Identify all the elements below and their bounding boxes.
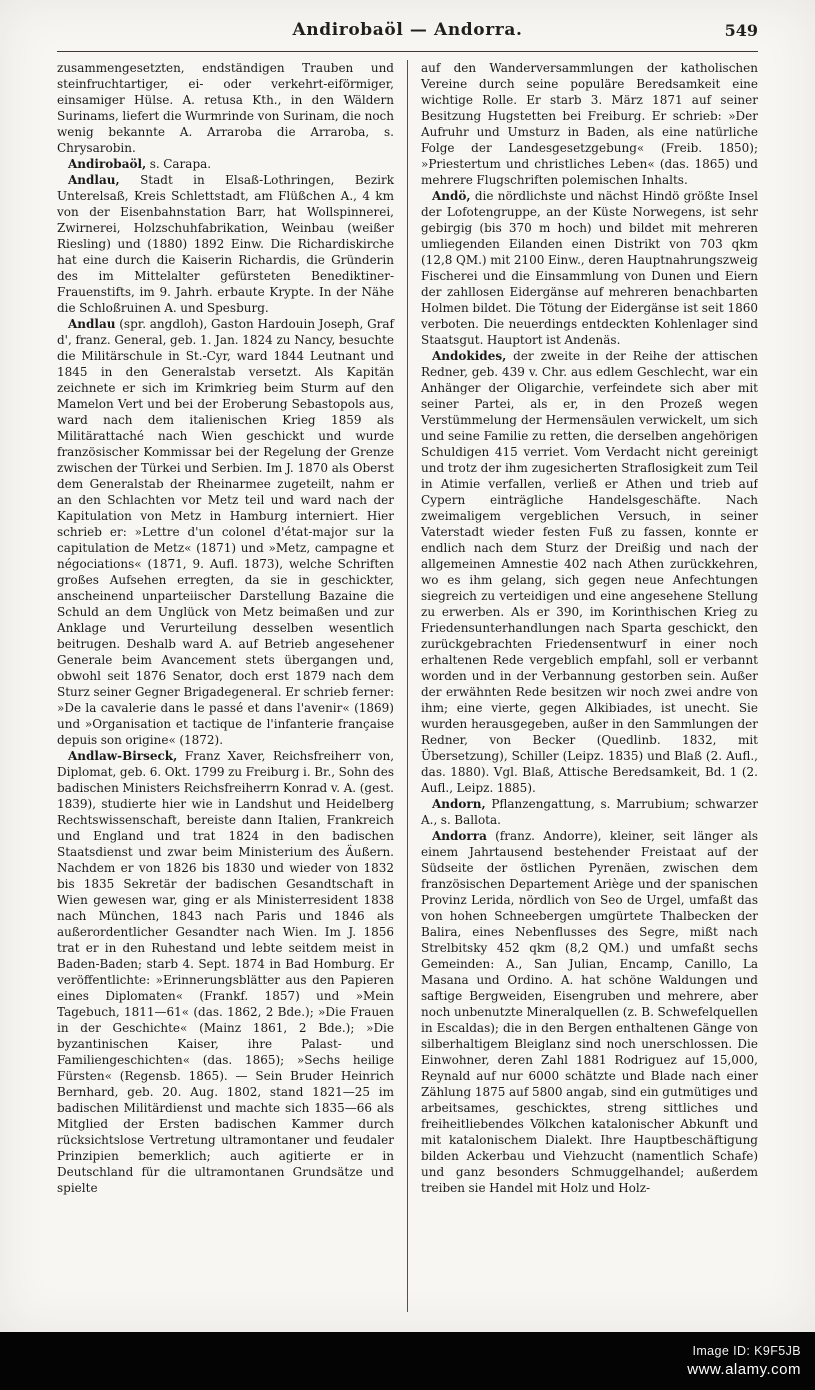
column-right: [407, 60, 758, 1312]
entry-headword: Andirobaöl,: [68, 157, 147, 171]
entry-text: auf den Wanderversammlungen der katholischen Vereine durch seine populäre Beredsamkeit eine wichtige Rolle. Er starb 3. März 1871 auf seiner Besitzung Hugstetten bei Freiburg. Er schrieb: »Der Aufruhr und Umsturz in Baden, als eine natürliche Folge der Landesgesetzgebung« (Freib. 1850); »Priestertum und christliches Leben« (das. 1865) und mehrere Flugschriften polemischen Inhalts.: [421, 61, 758, 187]
entry-headword: Andlaw-Birseck,: [68, 749, 178, 763]
page-title: Andirobaöl — Andorra.: [292, 20, 523, 40]
entry-headword: Andö,: [432, 189, 471, 203]
entry-paragraph: [421, 796, 758, 828]
entry-headword: Andorn,: [432, 797, 486, 811]
entry-text: die nördlichste und nächst Hindö größte Insel der Lofotengruppe, an der Küste Norwegens, ist sehr gebirgig (bis 370 m hoch) und bildet mit mehreren umliegenden Eilanden einen Distrikt von 703 qkm (12,8 QM.) mit 2100 Einw., deren Hauptnahrungszweig Fischerei und die Einsammlung von Dunen und Eiern der zahllosen Eidergänse auf mehreren benachbarten Holmen bildet. Die Tötung der Eidergänse ist seit 1860 verboten. Die neuerdings entdeckten Kohlenlager sind Staatsgut. Hauptort ist Andenäs.: [421, 189, 758, 347]
entry-paragraph: [421, 188, 758, 348]
running-head: [57, 20, 758, 46]
entry-headword: Andokides,: [432, 349, 507, 363]
entry-paragraph: [421, 348, 758, 796]
entry-paragraph: [57, 316, 394, 748]
entry-text: s. Carapa.: [149, 157, 212, 171]
text-columns: [57, 60, 758, 1312]
entry-text: (franz. Andorre), kleiner, seit länger als einem Jahrtausend bestehender Freistaat auf der Südseite der östlichen Pyrenäen, zwischen dem französischen Departement Ariège und der spanischen Provinz Lerida, nördlich von Seo de Urgel, umfaßt das von hohen Schneebergen umgürtete Thalbecken der Balira, eines Nebenflusses des Segre, mißt nach Strelbitsky 452 qkm (8,2 QM.) und umfaßt sechs Gemeinden: A., San Julian, Encamp, Canillo, La Masana und Ordino. A. hat schöne Waldungen und saftige Bergweiden, Eisengruben und mehrere, aber noch unbenutzte Mineralquellen (z. B. Schwefelquellen in Escaldas); die in den Bergen enthaltenen Gänge von silberhaltigem Bleiglanz sind noch unerschlossen. Die Einwohner, deren Zahl 1881 Rodriguez auf 15,000, Reynald auf nur 6000 schätzte und Blade nach einer Zählung 1875 auf 5800 angab, sind ein gutmütiges und arbeitsames, geschicktes, streng sittliches und freiheitliebendes Völkchen katalonischer Abkunft und mit katalonischem Dialekt. Ihre Hauptbeschäftigung bilden Ackerbau und Viehzucht (namentlich Schafe) und ganz besonders Schmuggelhandel; außerdem treiben sie Handel mit Holz und Holz-: [421, 829, 758, 1195]
page-number: 549: [724, 21, 758, 40]
entry-text: zusammengesetzten, endständigen Trauben und steinfruchtartiger, ei- oder verkehrt-eiförmiger, einsamiger Hülse. A. retusa Kth., in den Wäldern Surinams, liefert die Wurmrinde von Surinam, die noch wenig bekannte A. Arraroba die Arraroba, s. Chrysarobin.: [57, 61, 394, 155]
entry-paragraph: [57, 748, 394, 1196]
header-rule: [57, 51, 758, 52]
column-left: [57, 60, 407, 1312]
entry-paragraph: [57, 60, 394, 156]
entry-text: Stadt in Elsaß-Lothringen, Bezirk Unterelsaß, Kreis Schlettstadt, am Flüßchen A., 4 km von der Eisenbahnstation Barr, hat Wollspinnerei, Zwirnerei, Holzschuhfabrikation, Weinbau (weißer Riesling) und (1880) 1892 Einw. Die Richardiskirche hat eine durch die Kaiserin Richardis, die Gründerin des im Mittelalter gefürsteten Benediktiner-Frauenstifts, im 9. Jahrh. erbaute Krypte. In der Nähe die Schloßruinen A. und Spesburg.: [57, 173, 394, 315]
image-id-text: Image ID: K9F5JB: [692, 1344, 801, 1358]
entry-headword: Andorra: [432, 829, 487, 843]
entry-paragraph: [421, 828, 758, 1196]
entry-headword: Andlau: [68, 317, 116, 331]
entry-paragraph: [421, 60, 758, 188]
watermark-bar: [0, 1332, 815, 1390]
entry-paragraph: [57, 156, 394, 172]
entry-headword: Andlau,: [68, 173, 120, 187]
entry-paragraph: [57, 172, 394, 316]
entry-text: Pflanzengattung, s. Marrubium; schwarzer A., s. Ballota.: [421, 797, 758, 827]
entry-text: der zweite in der Reihe der attischen Redner, geb. 439 v. Chr. aus edlem Geschlecht, war ein Anhänger der Oligarchie, verfeindete sich aber mit seiner Partei, als er, in den Prozeß wegen Verstümmelung der Hermensäulen verwickelt, um sich und seine Familie zu retten, die derselben angehörigen Schuldigen 415 verriet. Vom Verdacht nicht gereinigt und trotz der ihm zugesicherten Straflosigkeit zum Teil in Atimie verfallen, verließ er Athen und trieb auf Cypern einträgliche Handelsgeschäfte. Nach zweimaligem vergeblichen Versuch, in seiner Vaterstadt wieder festen Fuß zu fassen, konnte er endlich nach dem Sturz der Dreißig und nach der allgemeinen Amnestie 402 nach Athen zurückkehren, wo es ihm gelang, sich gegen neue Anfechtungen siegreich zu verteidigen und eine angesehene Stellung zu erwerben. Als er 390, im Korinthischen Krieg zu Friedensunterhandlungen nach Sparta geschickt, den zurückgebrachten Friedensentwurf in einer noch erhaltenen Rede vergeblich empfahl, soll er verbannt worden und in der Verbannung gestorben sein. Außer der erwähnten Rede besitzen wir noch zwei andre von ihm; eine vierte, gegen Alkibiades, ist unecht. Sie wurden herausgegeben, außer in den Sammlungen der Redner, von Becker (Quedlinb. 1832, mit Übersetzung), Schiller (Leipz. 1835) und Blaß (2. Aufl., das. 1880). Vgl. Blaß, Attische Beredsamkeit, Bd. 1 (2. Aufl., Leipz. 1885).: [421, 349, 758, 795]
alamy-url-text: www.alamy.com: [687, 1361, 801, 1378]
entry-text: (spr. angdloh), Gaston Hardouin Joseph, Graf d', franz. General, geb. 1. Jan. 1824 zu Nancy, besuchte die Militärschule in St.-Cyr, ward 1844 Leutnant und 1845 in den Generalstab versetzt. Als Kapitän zeichnete er sich im Krimkrieg beim Sturm auf den Mamelon Vert und bei der Eroberung Sebastopols aus, ward nach dem italienischen Krieg 1859 als Militärattaché nach Wien geschickt und wurde französischer Kommissar bei der Regelung der Grenze zwischen der Türkei und Serbien. Im J. 1870 als Oberst dem Generalstab der Rheinarmee zugeteilt, nahm er an den Schlachten vor Metz teil und ward nach der Kapitulation von Metz in Hamburg interniert. Hier schrieb er: »Lettre d'un colonel d'état-major sur la capitulation de Metz« (1871) und »Metz, campagne et négociations« (1871, 9. Aufl. 1873), welche Schriften großes Aufsehen erregten, da sie in geschickter, anscheinend unparteiischer Darstellung Bazaine die Schuld an dem Unglück von Metz beimaßen und zur Anklage und Verurteilung desselben wesentlich beitrugen. Deshalb ward A. auf Betrieb angesehener Generale beim Avancement stets übergangen und, obwohl seit 1876 Senator, doch erst 1879 nach dem Sturz seiner Gegner Brigadegeneral. Er schrieb ferner: »De la cavalerie dans le passé et dans l'avenir« (1869) und »Organisation et tactique de l'infanterie française depuis son origine« (1872).: [57, 317, 395, 747]
entry-text: Franz Xaver, Reichsfreiherr von, Diplomat, geb. 6. Okt. 1799 zu Freiburg i. Br., Sohn des badischen Ministers Reichsfreiherrn Konrad v. A. (gest. 1839), studierte hier wie in Landshut und Heidelberg Rechtswissenschaft, bereiste dann Italien, Frankreich und England und trat 1824 in den badischen Staatsdienst und zwar beim Ministerium des Äußern. Nachdem er von 1826 bis 1830 und wieder von 1832 bis 1835 Sekretär der badischen Gesandtschaft in Wien gewesen war, ging er als Ministerresident 1838 nach München, 1843 nach Paris und 1846 als außerordentlicher Gesandter nach Wien. Im J. 1856 trat er in den Ruhestand und lebte seitdem meist in Baden-Baden; starb 4. Sept. 1874 in Bad Homburg. Er veröffentlichte: »Erinnerungsblätter aus den Papieren eines Diplomaten« (Frankf. 1857) und »Mein Tagebuch, 1811—61« (das. 1862, 2 Bde.); »Die Frauen in der Geschichte« (Mainz 1861, 2 Bde.); »Die byzantinischen Kaiser, ihre Palast- und Familiengeschichten« (das. 1865); »Sechs heilige Fürsten« (Regensb. 1865). — Sein Bruder Heinrich Bernhard, geb. 20. Aug. 1802, stand 1821—25 im badischen Militärdienst und machte sich 1835—66 als Mitglied der Ersten badischen Kammer durch rücksichtslose Vertretung ultramontaner und feudaler Prinzipien bemerklich; auch agitierte er in Deutschland für die ultramontanen Grundsätze und spielte: [57, 749, 395, 1195]
